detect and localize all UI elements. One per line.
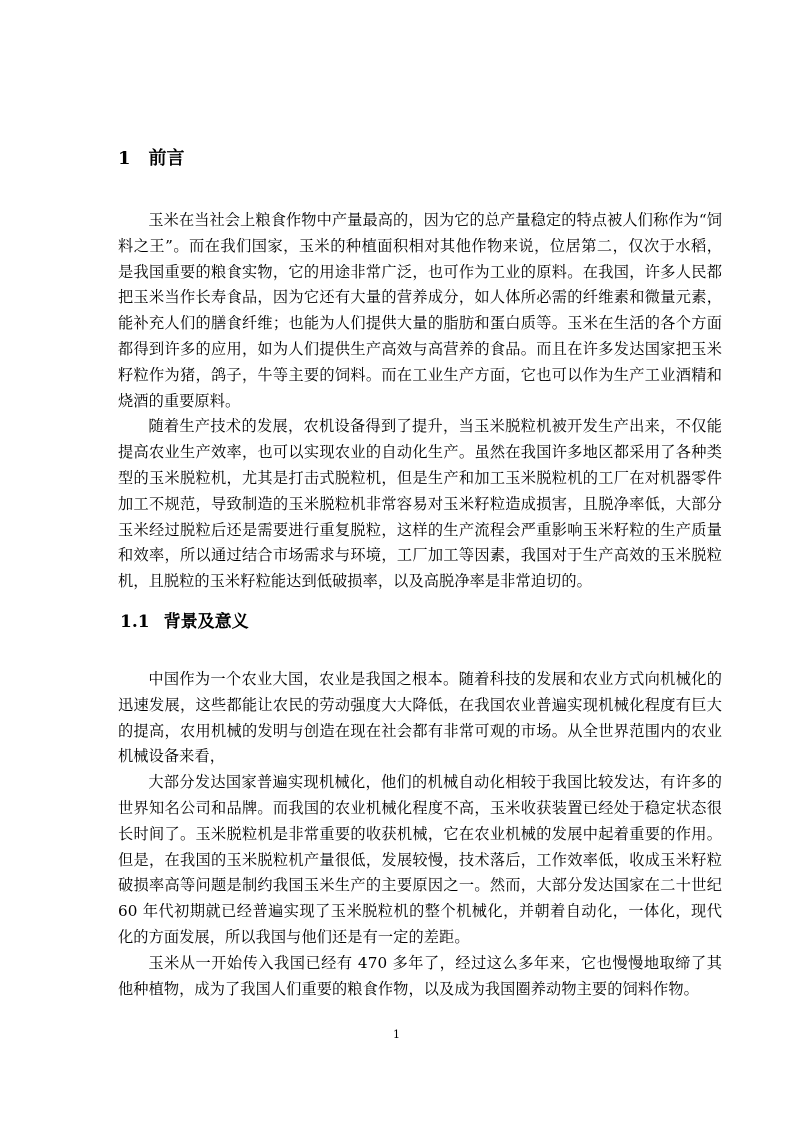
- subsection-number: 1.1: [120, 611, 150, 632]
- section-title: 前言: [148, 148, 185, 169]
- page-number: 1: [393, 1028, 400, 1041]
- paragraph-background-1: 中国作为一个农业大国，农业是我国之根本。随着科技的发展和农业方式向机械化的迅速发展，这些都能让农民的劳动强度大大降低，在我国农业普遍实现机械化程度有巨大的提高，农用机械的发明与创造在现在社会都有非常可观的市场。从全世界范围内的农业机械设备来看，: [118, 669, 722, 766]
- section-number: 1: [118, 148, 131, 169]
- paragraph-intro-2: 随着生产技术的发展，农机设备得到了提升，当玉米脱粒机被开发生产出来，不仅能提高农业生产效率，也可以实现农业的自动化生产。虽然在我国许多地区都采用了各种类型的玉米脱粒机，尤其是打击式脱粒机，但是生产和加工玉米脱粒机的工厂在对机器零件加工不规范，导致制造的玉米脱粒机非常容易对玉米籽粒造成损害，且脱净率低，大部分玉米经过脱粒后还是需要进行重复脱粒，这样的生产流程会严重影响玉米籽粒的生产质量和效率，所以通过结合市场需求与环境，工厂加工等因素，我国对于生产高效的玉米脱粒机，且脱粒的玉米籽粒能达到低破损率，以及高脱净率是非常迫切的。: [118, 417, 722, 591]
- paragraph-background-2: 大部分发达国家普遍实现机械化，他们的机械自动化相较于我国比较发达，有许多的世界知名公司和品牌。而我国的农业机械化程度不高，玉米收获装置已经处于稳定状态很长时间了。玉米脱粒机是非常重要的收获机械，它在农业机械的发展中起着重要的作用。但是，在我国的玉米脱粒机产量很低，发展较慢，技术落后，工作效率低，收成玉米籽粒破损率高等问题是制约我国玉米生产的主要原因之一。然而，大部分发达国家在二十世纪 60 年代初期就已经普遍实现了玉米脱粒机的整个机械化，并朝着自动化，一体化，现代化的方面发展，所以我国与他们还是有一定的差距。: [118, 773, 722, 946]
- paragraph-intro-1: 玉米在当社会上粮食作物中产量最高的，因为它的总产量稳定的特点被人们称作为“饲料之王”。而在我们国家，玉米的种植面积相对其他作物来说，位居第二，仅次于水稻，是我国重要的粮食实物，它的用途非常广泛，也可作为工业的原料。在我国，许多人民都把玉米当作长寿食品，因为它还有大量的营养成分，如人体所必需的纤维素和微量元素，能补充人们的膳食纤维；也能为人们提供大量的脂肪和蛋白质等。玉米在生活的各个方面都得到许多的应用，如为人们提供生产高效与高营养的食品。而且在许多发达国家把玉米籽粒作为猪，鸽子，牛等主要的饲料。而在工业生产方面，它也可以作为生产工业酒精和烧酒的重要原料。: [118, 211, 722, 410]
- section-heading: [118, 142, 722, 176]
- paragraph-background-3: 玉米从一开始传入我国已经有 470 多年了，经过这么多年来，它也慢慢地取缔了其他种植物，成为了我国人们重要的粮食作物，以及成为我国圈养动物主要的饲料作物。: [118, 953, 722, 998]
- subsection-heading: [120, 607, 722, 637]
- subsection-title: 背景及意义: [163, 611, 249, 632]
- page-content: [118, 142, 722, 1002]
